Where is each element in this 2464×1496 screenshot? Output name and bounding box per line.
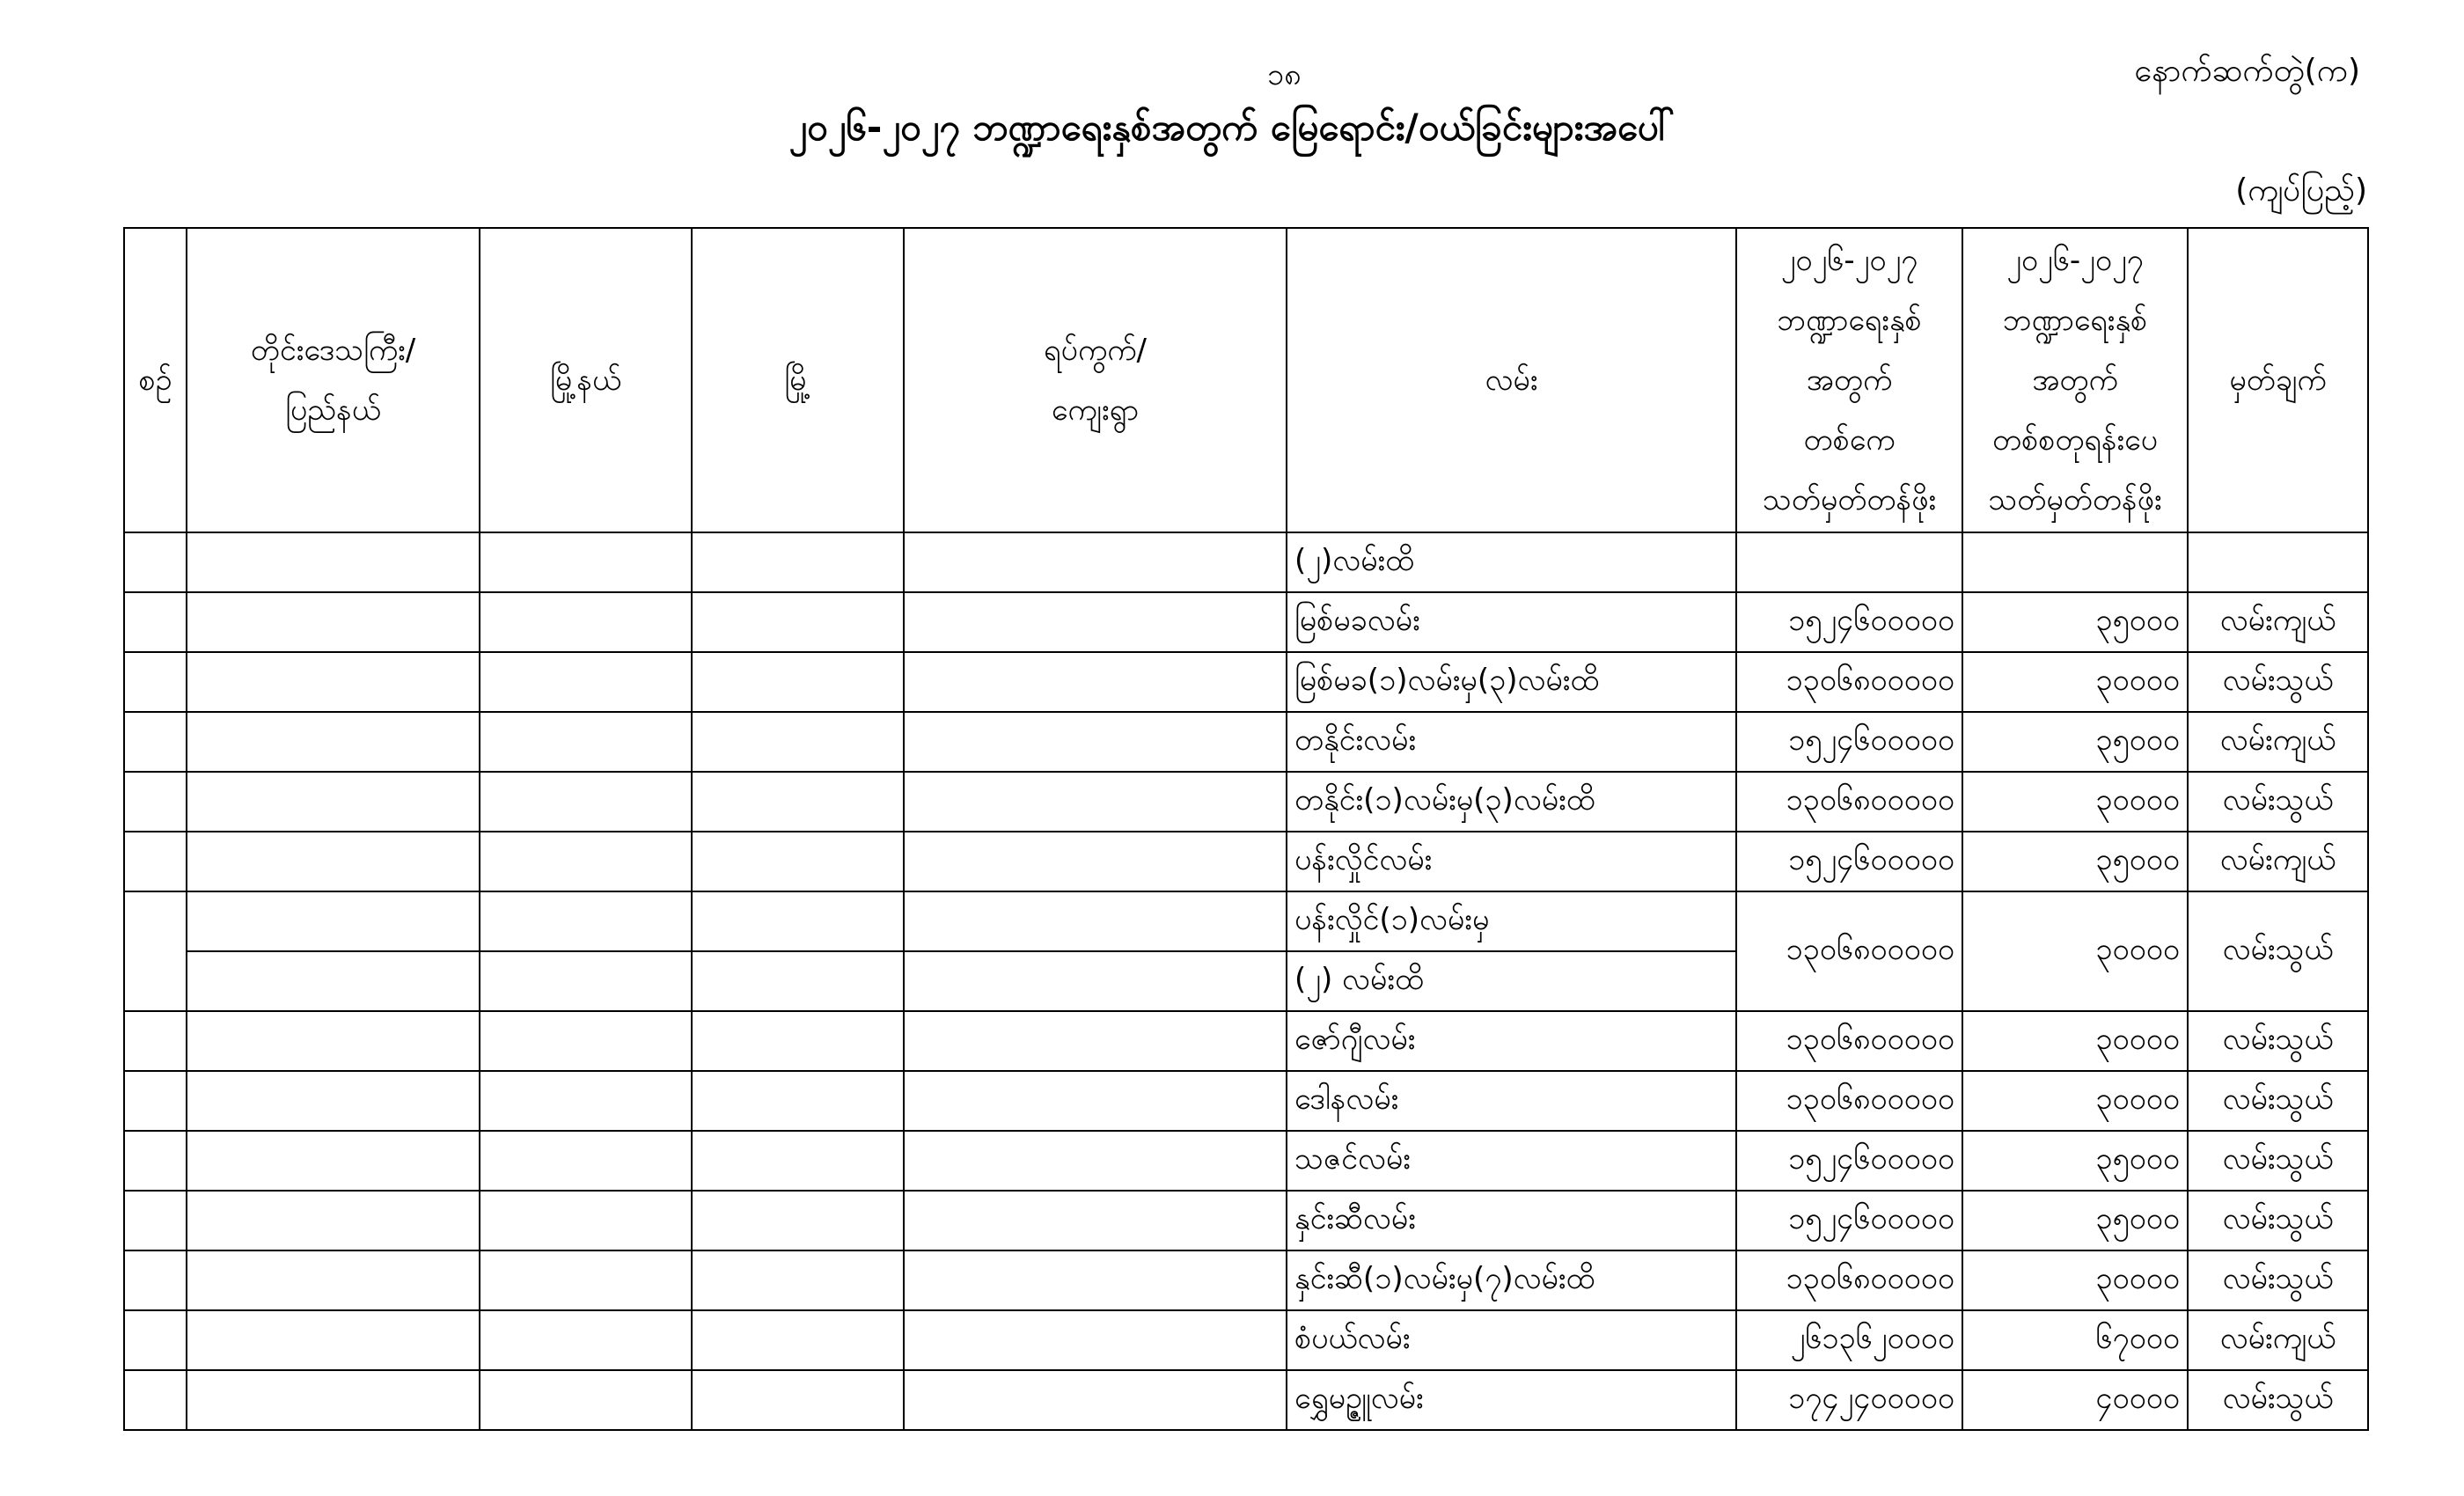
remark-cell: လမ်းသွယ် (2188, 1131, 2368, 1191)
table-row (124, 1071, 2368, 1131)
road-cell: (၂)လမ်းထိ (1287, 532, 1736, 592)
road-cell: သဇင်လမ်း (1287, 1131, 1736, 1191)
header-sqft-value: ၂၀၂၆-၂၀၂၇ ဘဏ္ဍာရေးနှစ် အတွက် တစ်စတုရန်းပေ သတ်မှတ်တန်ဖိုး (1962, 228, 2188, 532)
table-row (124, 891, 2368, 951)
acre-value-cell: ၂၆၁၃၆၂၀၀၀၀ (1736, 1310, 1962, 1370)
sqft-value-cell: ၃၅၀၀၀ (1962, 1191, 2188, 1250)
acre-value-cell: ၁၃၀၆၈၀၀၀၀၀ (1736, 1011, 1962, 1071)
header-acre-value: ၂၀၂၆-၂၀၂၇ ဘဏ္ဍာရေးနှစ် အတွက် တစ်ကေ သတ်မှတ်တန်ဖိုး (1736, 228, 1962, 532)
sqft-value-cell: ၃၅၀၀၀ (1962, 712, 2188, 772)
header-ward: ရပ်ကွက်/ ကျေးရွာ (904, 228, 1287, 532)
sqft-value-cell: ၃၅၀၀၀ (1962, 1131, 2188, 1191)
table-row (124, 1370, 2368, 1430)
header-town: မြို့ (692, 228, 904, 532)
road-cell: စံပယ်လမ်း (1287, 1310, 1736, 1370)
acre-value-cell: ၁၃၀၆၈၀၀၀၀၀ (1736, 1071, 1962, 1131)
table-row (124, 1191, 2368, 1250)
acre-value-cell: ၁၅၂၄၆၀၀၀၀၀ (1736, 592, 1962, 652)
page-number: ၁၈ (1267, 57, 1302, 92)
header-township: မြို့နယ် (480, 228, 692, 532)
road-cell: ပန်းလှိုင်(၁)လမ်းမှ (1287, 891, 1736, 951)
acre-value-cell: ၁၃၀၆၈၀၀၀၀၀ (1736, 772, 1962, 832)
sqft-value-cell: ၃၀၀၀၀ (1962, 652, 2188, 712)
sqft-value-cell: ၃၀၀၀၀ (1962, 1011, 2188, 1071)
acre-value-cell: ၁၅၂၄၆၀၀၀၀၀ (1736, 1191, 1962, 1250)
header-serial: စဉ် (124, 228, 187, 532)
acre-value-cell: ၁၃၀၆၈၀၀၀၀၀ (1736, 891, 1962, 1011)
road-cell: ဇော်ဂျီလမ်း (1287, 1011, 1736, 1071)
acre-value-cell: ၁၅၂၄၆၀၀၀၀၀ (1736, 712, 1962, 772)
road-cell: ဒေါနလမ်း (1287, 1071, 1736, 1131)
table-body-b (124, 1011, 2368, 1430)
header-region: တိုင်းဒေသကြီး/ ပြည်နယ် (187, 228, 480, 532)
unit-label: (ကျပ်ပြည့်) (2235, 172, 2367, 209)
remark-cell: လမ်းသွယ် (2188, 1191, 2368, 1250)
remark-cell: လမ်းသွယ် (2188, 772, 2368, 832)
table-row (124, 772, 2368, 832)
table-row (124, 652, 2368, 712)
road-cell: ရွှေမဉ္ဇူလမ်း (1287, 1370, 1736, 1430)
sqft-value-cell: ၆၇၀၀၀ (1962, 1310, 2188, 1370)
acre-value-cell: ၁၃၀၆၈၀၀၀၀၀ (1736, 652, 1962, 712)
acre-value-cell: ၁၅၂၄၆၀၀၀၀၀ (1736, 1131, 1962, 1191)
acre-value-cell: ၁၇၄၂၄၀၀၀၀၀ (1736, 1370, 1962, 1430)
remark-cell: လမ်းသွယ် (2188, 1071, 2368, 1131)
road-cell: တနိုင်း(၁)လမ်းမှ(၃)လမ်းထိ (1287, 772, 1736, 832)
table-row (124, 712, 2368, 772)
acre-value-cell: ၁၃၀၆၈၀၀၀၀၀ (1736, 1250, 1962, 1310)
remark-cell: လမ်းကျယ် (2188, 592, 2368, 652)
remark-cell: လမ်းကျယ် (2188, 832, 2368, 891)
annex-label: နောက်ဆက်တွဲ(က) (2134, 53, 2360, 89)
remark-cell: လမ်းကျယ် (2188, 1310, 2368, 1370)
road-cell: နှင်းဆီလမ်း (1287, 1191, 1736, 1250)
remark-cell: လမ်းသွယ် (2188, 1011, 2368, 1071)
road-cell: ပန်းလှိုင်လမ်း (1287, 832, 1736, 891)
table-row (124, 532, 2368, 592)
acre-value-cell: ၁၅၂၄၆၀၀၀၀၀ (1736, 832, 1962, 891)
document-title: ၂၀၂၆-၂၀၂၇ ဘဏ္ဍာရေးနှစ်အတွက် မြေရောင်း/ဝယ်ခြင်းများအပေါ် (788, 106, 1676, 149)
road-cell: (၂) လမ်းထိ (1287, 951, 1736, 1011)
remark-cell: လမ်းသွယ် (2188, 1370, 2368, 1430)
sqft-value-cell: ၃၀၀၀၀ (1962, 772, 2188, 832)
table-row (124, 1250, 2368, 1310)
table-body-a (124, 592, 2368, 891)
road-cell: မြစ်မခ(၁)လမ်းမှ(၃)လမ်းထိ (1287, 652, 1736, 712)
sqft-value-cell: ၄၀၀၀၀ (1962, 1370, 2188, 1430)
sqft-value-cell: ၃၀၀၀၀ (1962, 1071, 2188, 1131)
road-cell: မြစ်မခလမ်း (1287, 592, 1736, 652)
header-road: လမ်း (1287, 228, 1736, 532)
valuation-table (123, 227, 2369, 1431)
header-row (124, 228, 2368, 532)
sqft-value-cell: ၃၀၀၀၀ (1962, 1250, 2188, 1310)
table-row (124, 832, 2368, 891)
sqft-value-cell: ၃၀၀၀၀ (1962, 891, 2188, 1011)
road-cell: တနိုင်းလမ်း (1287, 712, 1736, 772)
table-row (124, 1131, 2368, 1191)
sqft-value-cell: ၃၅၀၀၀ (1962, 592, 2188, 652)
remark-cell: လမ်းသွယ် (2188, 1250, 2368, 1310)
table-row (124, 592, 2368, 652)
sqft-value-cell: ၃၅၀၀၀ (1962, 832, 2188, 891)
table-row (124, 1011, 2368, 1071)
table-row (124, 1310, 2368, 1370)
remark-cell: လမ်းသွယ် (2188, 652, 2368, 712)
remark-cell: လမ်းသွယ် (2188, 891, 2368, 1011)
remark-cell: လမ်းကျယ် (2188, 712, 2368, 772)
road-cell: နှင်းဆီ(၁)လမ်းမှ(၇)လမ်းထိ (1287, 1250, 1736, 1310)
header-remark: မှတ်ချက် (2188, 228, 2368, 532)
